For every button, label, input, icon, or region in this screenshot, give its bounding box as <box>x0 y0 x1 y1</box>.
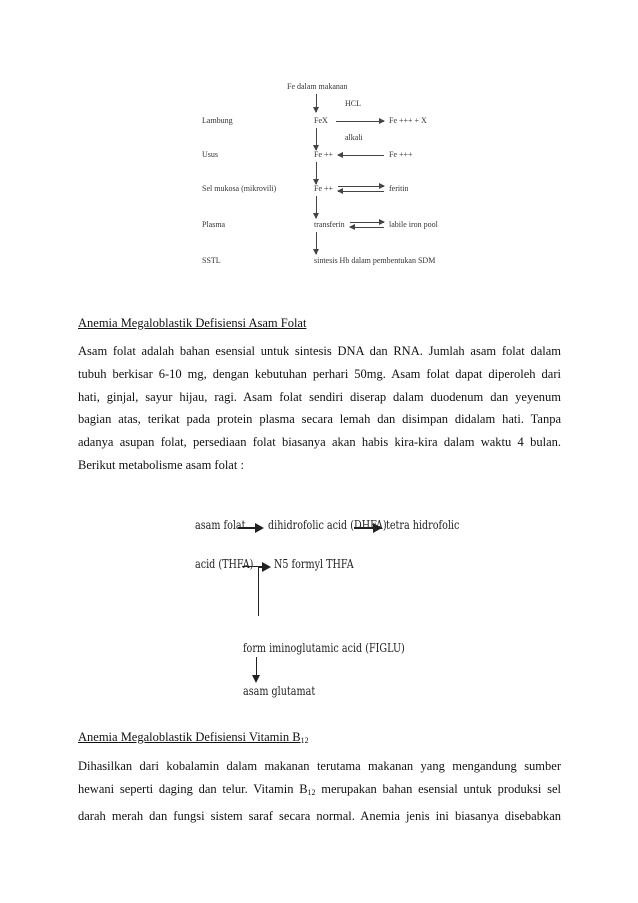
line-thfa <box>242 566 258 567</box>
arrow-down-3 <box>316 162 317 184</box>
node-figlu: form iminoglutamic acid (FIGLU) <box>243 641 405 655</box>
folate-line-3: hati, ginjal, sayur hijau, ragi. Asam folat sendiri diserap dalam duodenum dan yeyenum <box>78 389 561 404</box>
right-feritin: feritin <box>389 184 409 193</box>
section-heading-folate: Anemia Megaloblastik Defisiensi Asam Folat <box>78 316 307 330</box>
node-dhfa: dihidrofolic acid (DHFA) <box>268 518 387 532</box>
b12-line-2-prefix: hewani seperti daging dan telur. Vitamin B <box>78 781 308 796</box>
b12-line-1: Dihasilkan dari kobalamin dalam makanan terutama makanan yang mengandung sumber <box>78 759 561 773</box>
node-thfa: acid (THFA) <box>195 557 254 571</box>
folate-paragraph <box>78 340 561 477</box>
b12-line-2-suffix: merupakan bahan esensial untuk produksi sel <box>315 781 561 796</box>
folate-line-2: tubuh berkisar 6-10 mg, dengan kebutuhan perhari 50mg. Asam folat dapat diperoleh dari <box>78 366 561 381</box>
organ-sstl: SSTL <box>202 256 221 265</box>
right-fe3: Fe +++ <box>389 150 413 159</box>
left-fex: FeX <box>314 116 328 125</box>
b12-line-3: darah merah dan fungsi sistem saraf secara normal. Anemia jenis ini biasanya disebabkan <box>78 808 561 823</box>
arrow-down-5 <box>316 232 317 254</box>
organ-plasma: Plasma <box>202 220 226 229</box>
arrow-dhfa-to-thfa <box>354 527 380 529</box>
iron-top-label: Fe dalam makanan <box>287 82 348 91</box>
arrow-right-plasma <box>350 222 384 223</box>
folate-line-4: bagian atas, terikat pada protein plasma secara lemah dan disimpan didalam hati. Tanpa <box>78 412 561 427</box>
left-transferin: transferin <box>314 220 345 229</box>
organ-sel-mukosa: Sel mukosa (mikrovili) <box>202 184 277 193</box>
arrow-left-mukosa <box>338 191 384 192</box>
left-fe2: Fe ++ <box>314 150 334 159</box>
folate-line-5: adanya asupan folat, persediaan folat biasanya akan habis kira-kira dalam waktu 4 bulan. <box>78 435 561 450</box>
hcl-label: HCL <box>345 99 361 108</box>
left-sintesis-hb: sintesis Hb dalam pembentukan SDM <box>314 256 436 265</box>
arrow-down-1 <box>316 94 317 112</box>
b12-heading-sub: 12 <box>300 736 309 745</box>
folate-line-1: Asam folat adalah bahan esensial untuk sintesis DNA dan RNA. Jumlah asam folat dalam <box>78 344 561 358</box>
b12-line-2 <box>78 778 561 805</box>
b12-heading-text: Anemia Megaloblastik Defisiensi Vitamin B <box>78 730 301 744</box>
right-fe3-x: Fe +++ + X <box>389 116 427 125</box>
section-heading-b12 <box>78 730 309 745</box>
alkali-label: alkali <box>345 133 363 142</box>
right-labile-iron-pool: labile iron pool <box>389 220 438 229</box>
arrow-down-4 <box>316 196 317 218</box>
arrow-figlu-to-glutamat <box>256 657 257 681</box>
b12-line-2-sub: 12 <box>307 787 316 797</box>
arrow-left-usus <box>338 155 384 156</box>
arrow-right-mukosa <box>338 186 384 187</box>
left-fe2-mukosa: Fe ++ <box>314 184 334 193</box>
node-asam-glutamat: asam glutamat <box>243 684 316 698</box>
arrow-thfa-to-n5 <box>258 566 269 568</box>
arrow-folat-to-dhfa <box>238 527 262 529</box>
organ-usus: Usus <box>202 150 219 159</box>
organ-lambung: Lambung <box>202 116 233 125</box>
node-n5-formyl: N5 formyl THFA <box>274 557 354 571</box>
arrow-down-2 <box>316 128 317 150</box>
b12-paragraph <box>78 755 561 827</box>
arrow-right-lambung <box>336 121 384 122</box>
folate-line-6: Berikut metabolisme asam folat : <box>78 457 244 472</box>
node-asam-folat: asam folat <box>195 518 246 532</box>
node-tetra: tetra hidrofolic <box>386 518 460 532</box>
line-vertical-branch <box>258 566 259 616</box>
arrow-left-plasma <box>350 227 384 228</box>
